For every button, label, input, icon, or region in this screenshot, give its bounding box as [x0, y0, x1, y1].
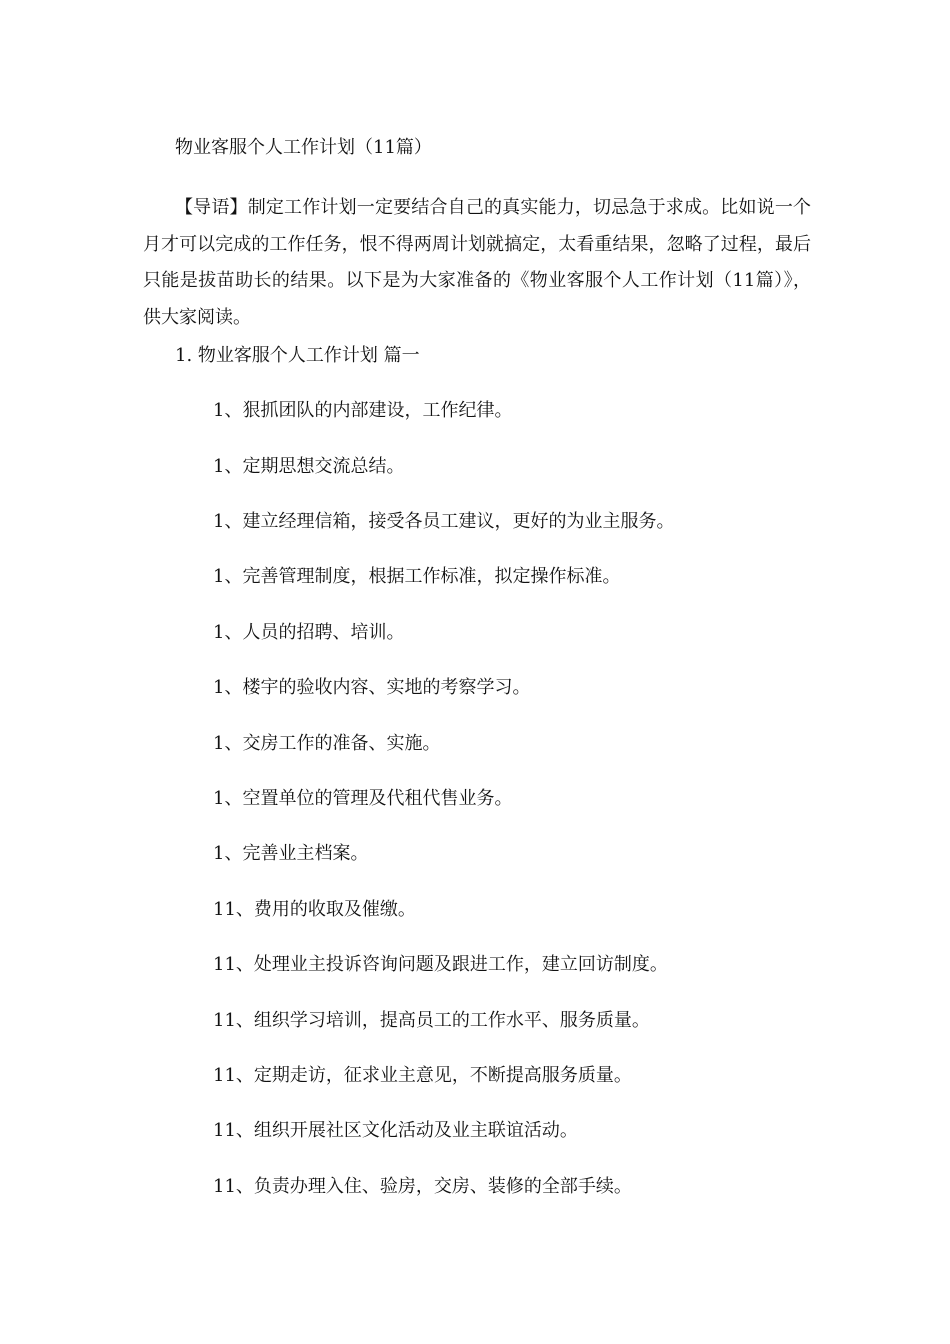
plan-item: 1、交房工作的准备、实施。 [213, 733, 441, 754]
plan-item: 11、组织学习培训，提高员工的工作水平、服务质量。 [213, 1010, 650, 1031]
plan-item: 1、定期思想交流总结。 [213, 456, 405, 477]
plan-item: 11、费用的收取及催缴。 [213, 899, 416, 920]
plan-item: 1、狠抓团队的内部建设，工作纪律。 [213, 400, 513, 421]
plan-item: 1、人员的招聘、培训。 [213, 622, 405, 643]
plan-item: 1、楼宇的验收内容、实地的考察学习。 [213, 677, 531, 698]
plan-item: 11、处理业主投诉咨询问题及跟进工作，建立回访制度。 [213, 954, 668, 975]
plan-item: 11、组织开展社区文化活动及业主联谊活动。 [213, 1120, 578, 1141]
plan-item: 1、空置单位的管理及代租代售业务。 [213, 788, 513, 809]
plan-item: 1、建立经理信箱，接受各员工建议，更好的为业主服务。 [213, 511, 675, 532]
intro-paragraph: 【导语】制定工作计划一定要结合自己的真实能力，切忌急于求成。比如说一个月才可以完成的工作任务，恨不得两周计划就搞定，太看重结果，忽略了过程，最后只能是拔苗助长的结果。以下是为大家准备的《物业客服个人工作计划（11篇）》，供大家阅读。 [143, 197, 811, 328]
section-heading: 1. 物业客服个人工作计划 篇一 [175, 345, 420, 366]
plan-item: 11、定期走访，征求业主意见，不断提高服务质量。 [213, 1065, 632, 1086]
document-title: 物业客服个人工作计划（11篇） [175, 137, 432, 158]
plan-item: 1、完善管理制度，根据工作标准，拟定操作标准。 [213, 566, 621, 587]
plan-item: 1、完善业主档案。 [213, 843, 369, 864]
plan-item: 11、负责办理入住、验房，交房、装修的全部手续。 [213, 1176, 632, 1197]
